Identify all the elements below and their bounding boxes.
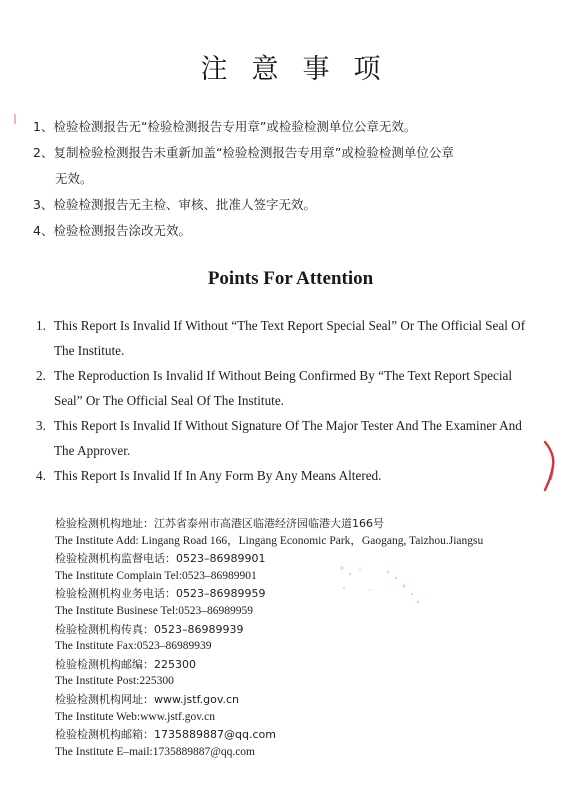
institute-contact-block [55, 515, 555, 761]
chinese-note-3 [33, 192, 563, 218]
seal-edge-mark [541, 440, 559, 492]
note-number: 1、 [33, 119, 54, 134]
website-cn: 检验检测机构网址：www.jstf.gov.cn [55, 692, 240, 706]
email-cn: 检验检测机构邮箱：1735889887@qq.com [55, 728, 276, 742]
english-note-1 [36, 313, 536, 363]
chinese-notes-list [33, 114, 563, 244]
note-number: 3、 [33, 197, 54, 212]
postcode-cn: 检验检测机构邮编：225300 [55, 657, 196, 671]
website-en: The Institute Web:www.jstf.gov.cn [55, 710, 215, 723]
page-title-english: Points For Attention [207, 268, 374, 289]
fax-cn: 检验检测机构传真：0523–86989939 [55, 622, 244, 636]
note-number: 4. [36, 468, 46, 483]
business-phone-cn: 检验检测机构业务电话：0523–86989959 [55, 587, 266, 601]
business-phone-en: The Institute Businese Tel:0523–86989959 [55, 604, 253, 617]
fax-en: The Institute Fax:0523–86989939 [55, 640, 212, 653]
note-text: 检验检测报告无“检验检测报告专用章”或检验检测单位公章无效。 [53, 119, 417, 134]
faded-stamp-mark [330, 560, 430, 620]
english-notes-list [36, 313, 536, 488]
address-cn: 检验检测机构地址：江苏省泰州市高港区临港经济园临港大道166号 [55, 517, 384, 530]
english-note-2 [36, 363, 536, 413]
note-text: This Report Is Invalid If Without Signature Of The Major Tester And The Examiner And The Approver. [54, 418, 522, 458]
seal-seam-mark [12, 114, 18, 124]
page-title-chinese: 注意事项 [200, 54, 405, 85]
note-text: 复制检验检测报告未重新加盖“检验检测报告专用章”或检验检测单位公章 [53, 145, 454, 160]
complaint-phone-en: The Institute Complain Tel:0523–86989901 [55, 569, 257, 582]
note-text: The Reproduction Is Invalid If Without Being Confirmed By “The Text Report Special Seal” Or The Official Seal Of The Institute. [54, 368, 513, 408]
note-number: 1. [36, 318, 46, 333]
note-text: 检验检测报告无主检、审核、批准人签字无效。 [53, 197, 316, 212]
note-text: 检验检测报告涂改无效。 [53, 223, 191, 238]
email-en: The Institute E–mail:1735889887@qq.com [55, 745, 255, 758]
note-number: 2、 [33, 145, 54, 160]
note-text: This Report Is Invalid If Without “The Text Report Special Seal” Or The Official Seal Of The Institute. [54, 318, 526, 358]
chinese-note-2 [33, 140, 563, 192]
note-text-continuation: 无效。 [55, 171, 93, 186]
note-text: This Report Is Invalid If In Any Form By Any Means Altered. [54, 468, 382, 483]
address-en: The Institute Add: Lingang Road 166，Lingang Economic Park，Gaogang, Taizhou.Jiangsu [55, 534, 484, 547]
english-note-4 [36, 463, 536, 488]
complaint-phone-cn: 检验检测机构监督电话：0523–86989901 [55, 552, 266, 566]
chinese-note-1 [33, 114, 563, 140]
note-number: 2. [36, 368, 46, 383]
chinese-note-4 [33, 218, 563, 244]
postcode-en: The Institute Post:225300 [55, 675, 174, 688]
note-number: 3. [36, 418, 46, 433]
english-note-3 [36, 413, 536, 463]
note-number: 4、 [33, 223, 54, 238]
